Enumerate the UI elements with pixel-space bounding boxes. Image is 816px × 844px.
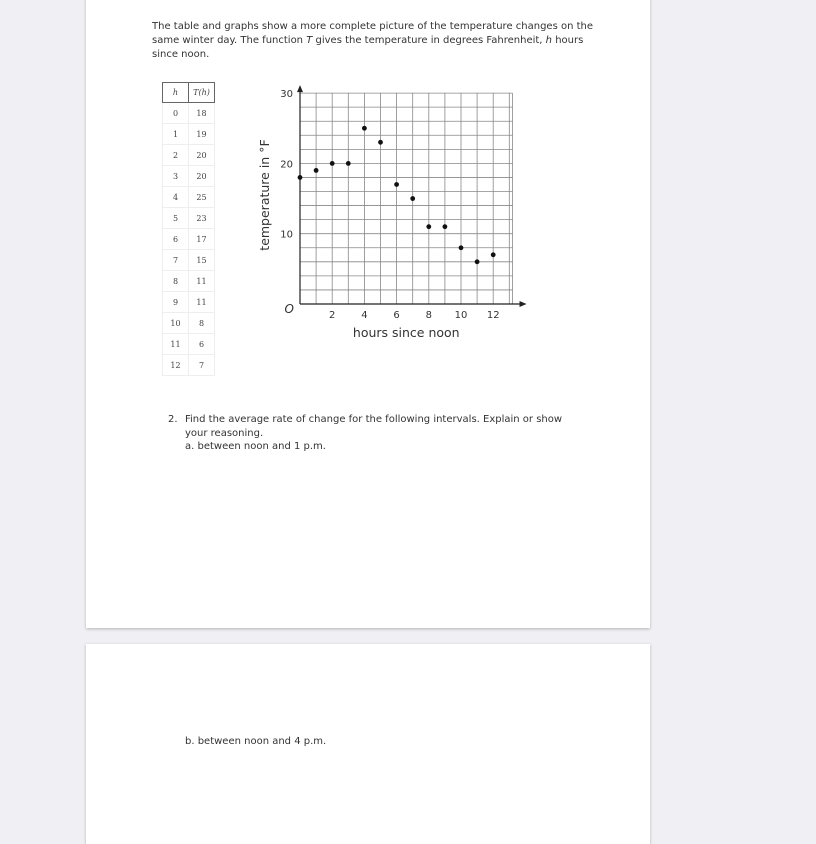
cell-T: 18 (189, 103, 215, 124)
x-tick-label: 12 (486, 310, 500, 321)
x-tick-label: 4 (361, 310, 368, 321)
data-point (394, 182, 399, 187)
x-tick-label: 10 (454, 310, 468, 321)
header-T: T(h) (189, 83, 215, 103)
cell-T: 11 (189, 271, 215, 292)
data-point (410, 196, 415, 201)
cell-h: 8 (163, 271, 189, 292)
x-axis-label: hours since noon (352, 325, 460, 340)
data-point (330, 161, 335, 166)
cell-h: 4 (163, 187, 189, 208)
cell-T: 19 (189, 124, 215, 145)
data-point (314, 168, 319, 173)
cell-h: 5 (163, 208, 189, 229)
data-point (475, 259, 480, 264)
cell-T: 25 (189, 187, 215, 208)
cell-h: 12 (163, 355, 189, 376)
cell-T: 15 (189, 250, 215, 271)
cell-h: 3 (163, 166, 189, 187)
question-text: Find the average rate of change for the following intervals. Explain or show your reasoning. (185, 414, 563, 439)
intro-text: The table and graphs show a more complete picture of the temperature changes on the same winter day. The function (152, 21, 594, 46)
y-tick-label: 30 (280, 89, 293, 101)
data-point (491, 252, 496, 257)
data-point (443, 224, 448, 229)
cell-h: 10 (163, 313, 189, 334)
data-point (426, 224, 431, 229)
question-part-b: b. between noon and 4 p.m. (185, 736, 327, 747)
question-number: 2. (168, 414, 178, 425)
data-point (362, 126, 367, 131)
temperature-scatter-chart (0, 0, 816, 400)
cell-T: 23 (189, 208, 215, 229)
cell-h: 1 (163, 124, 189, 145)
y-axis-label: temperature in °F (257, 139, 272, 251)
x-tick-label: 2 (329, 310, 336, 321)
cell-T: 8 (189, 313, 215, 334)
cell-T: 6 (189, 334, 215, 355)
data-point (346, 161, 351, 166)
data-point (298, 175, 303, 180)
x-tick-label: 8 (425, 310, 432, 321)
cell-h: 6 (163, 229, 189, 250)
intro-text: hours since noon. (152, 35, 584, 60)
x-tick-label: 6 (393, 310, 400, 321)
cell-T: 17 (189, 229, 215, 250)
cell-h: 9 (163, 292, 189, 313)
question-part-a: a. between noon and 1 p.m. (185, 441, 326, 452)
x-axis-arrow (520, 301, 527, 307)
cell-h: 11 (163, 334, 189, 355)
y-axis-arrow (297, 85, 303, 92)
cell-h: 0 (163, 103, 189, 124)
header-h: h (163, 83, 189, 103)
function-name: T (306, 35, 313, 46)
cell-h: 2 (163, 145, 189, 166)
data-point (459, 245, 464, 250)
cell-T: 20 (189, 166, 215, 187)
cell-h: 7 (163, 250, 189, 271)
cell-T: 7 (189, 355, 215, 376)
cell-T: 20 (189, 145, 215, 166)
data-point (378, 140, 383, 145)
y-tick-label: 20 (280, 159, 293, 171)
document-page-2 (86, 644, 650, 844)
y-tick-label: 10 (280, 229, 293, 241)
variable-name: h (545, 35, 553, 46)
cell-T: 11 (189, 292, 215, 313)
intro-text: gives the temperature in degrees Fahrenheit, (312, 35, 546, 46)
origin-label: O (284, 302, 294, 316)
